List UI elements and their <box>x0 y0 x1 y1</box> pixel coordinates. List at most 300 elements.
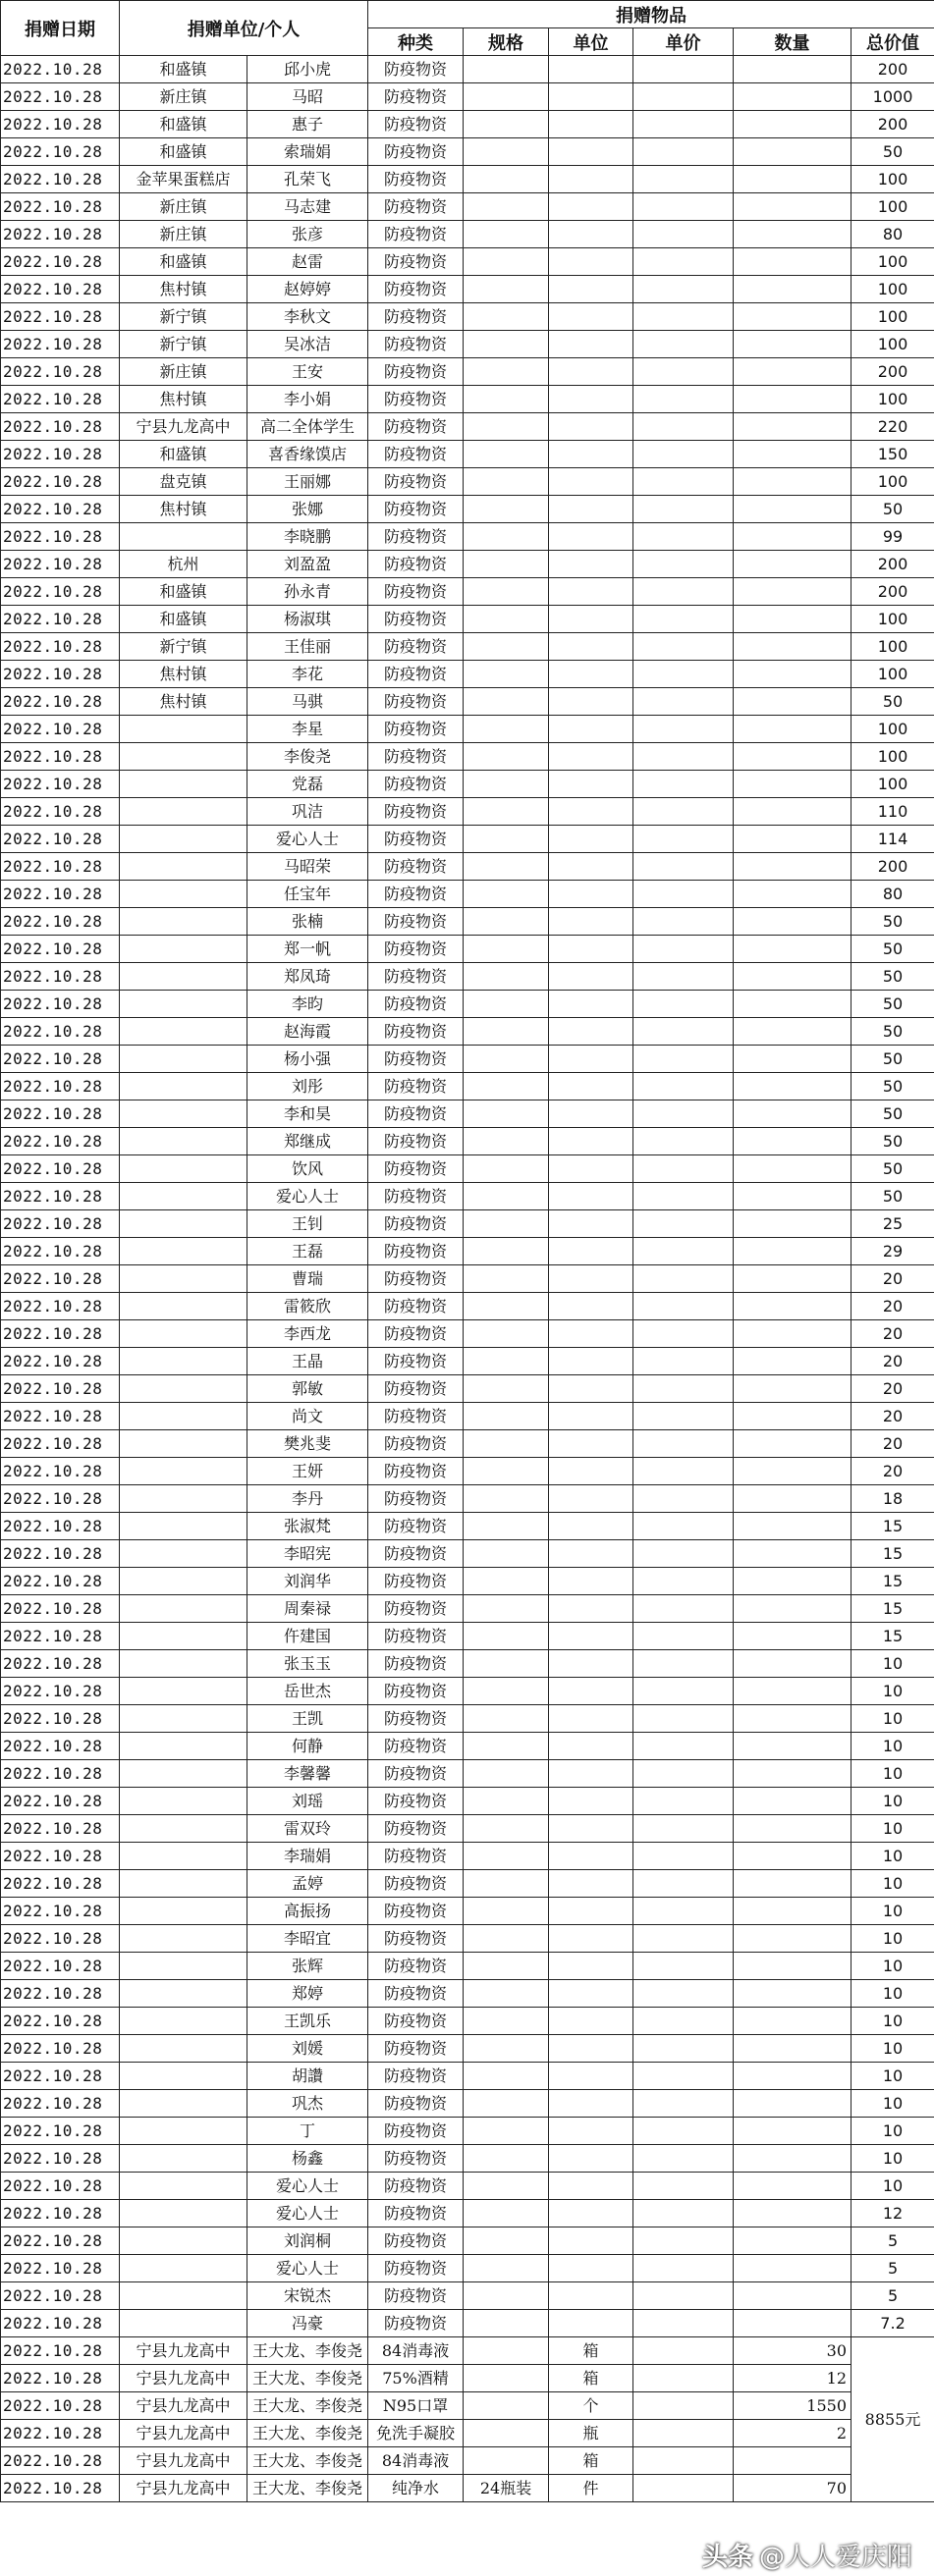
cell-person: 刘彤 <box>247 1073 368 1100</box>
cell-unit <box>120 936 247 963</box>
cell-total: 50 <box>852 936 934 963</box>
cell-total: 220 <box>852 413 934 441</box>
table-row <box>1 551 934 578</box>
cell-person: 王凯 <box>247 1705 368 1733</box>
cell-type: 防疫物资 <box>368 1898 464 1925</box>
cell-qty <box>734 1788 852 1815</box>
cell-type: 防疫物资 <box>368 138 464 166</box>
cell-unit: 杭州 <box>120 551 247 578</box>
cell-spec <box>464 688 549 716</box>
cell-qty <box>734 2447 852 2475</box>
cell-spec <box>464 2063 549 2090</box>
cell-unit <box>120 1870 247 1898</box>
cell-person: 杨小强 <box>247 1046 368 1073</box>
cell-person: 王大龙、李俊尧 <box>247 2392 368 2420</box>
table-row <box>1 1128 934 1155</box>
cell-date: 2022.10.28 <box>1 2475 120 2502</box>
cell-unit <box>120 2145 247 2173</box>
cell-date: 2022.10.28 <box>1 1953 120 1980</box>
cell-person: 刘媛 <box>247 2035 368 2063</box>
cell-type: 防疫物资 <box>368 991 464 1018</box>
cell-person: 李秋文 <box>247 303 368 331</box>
cell-spec <box>464 743 549 771</box>
cell-qty <box>734 908 852 936</box>
cell-unit-name <box>549 1046 633 1073</box>
cell-qty: 70 <box>734 2475 852 2502</box>
cell-spec <box>464 2090 549 2118</box>
table-row <box>1 2310 934 2337</box>
cell-unit <box>120 1595 247 1623</box>
cell-spec <box>464 1898 549 1925</box>
cell-unit: 宁县九龙高中 <box>120 2447 247 2475</box>
cell-person: 李西龙 <box>247 1320 368 1348</box>
cell-unit <box>120 1100 247 1128</box>
cell-date: 2022.10.28 <box>1 496 120 523</box>
cell-price <box>633 2392 734 2420</box>
cell-unit-name <box>549 221 633 248</box>
cell-spec <box>464 853 549 881</box>
cell-qty <box>734 331 852 358</box>
cell-unit: 宁县九龙高中 <box>120 413 247 441</box>
cell-unit: 和盛镇 <box>120 578 247 606</box>
cell-unit-name <box>549 1375 633 1403</box>
cell-type: 防疫物资 <box>368 221 464 248</box>
cell-qty <box>734 1458 852 1485</box>
cell-unit-name <box>549 1595 633 1623</box>
cell-price <box>633 1128 734 1155</box>
cell-qty <box>734 1128 852 1155</box>
cell-spec <box>464 1018 549 1046</box>
cell-qty <box>734 1953 852 1980</box>
cell-person: 李馨馨 <box>247 1760 368 1788</box>
cell-person: 爱心人士 <box>247 2255 368 2282</box>
cell-total: 10 <box>852 1870 934 1898</box>
cell-total: 10 <box>852 1815 934 1843</box>
cell-spec <box>464 2255 549 2282</box>
cell-type: 防疫物资 <box>368 2035 464 2063</box>
table-row <box>1 771 934 798</box>
table-row <box>1 1155 934 1183</box>
cell-person: 刘盈盈 <box>247 551 368 578</box>
cell-person: 张娜 <box>247 496 368 523</box>
cell-unit-name <box>549 56 633 83</box>
table-row <box>1 2173 934 2200</box>
cell-unit: 和盛镇 <box>120 138 247 166</box>
table-row <box>1 1980 934 2008</box>
cell-unit <box>120 2227 247 2255</box>
cell-total: 100 <box>852 248 934 276</box>
cell-date: 2022.10.28 <box>1 2365 120 2392</box>
cell-spec <box>464 2365 549 2392</box>
cell-person: 马志建 <box>247 193 368 221</box>
cell-total: 10 <box>852 1953 934 1980</box>
cell-qty: 12 <box>734 2365 852 2392</box>
cell-price <box>633 331 734 358</box>
cell-unit <box>120 1678 247 1705</box>
cell-date: 2022.10.28 <box>1 1265 120 1293</box>
cell-unit-name <box>549 2063 633 2090</box>
cell-spec <box>464 1953 549 1980</box>
cell-qty <box>734 2255 852 2282</box>
cell-type: 防疫物资 <box>368 1210 464 1238</box>
table-row <box>1 1650 934 1678</box>
cell-type: 防疫物资 <box>368 1155 464 1183</box>
cell-total: 99 <box>852 523 934 551</box>
cell-date: 2022.10.28 <box>1 1788 120 1815</box>
table-row <box>1 1100 934 1128</box>
cell-total: 5 <box>852 2255 934 2282</box>
cell-total: 50 <box>852 991 934 1018</box>
cell-price <box>633 2282 734 2310</box>
cell-type: 防疫物资 <box>368 303 464 331</box>
cell-price <box>633 386 734 413</box>
cell-unit: 和盛镇 <box>120 248 247 276</box>
cell-total: 10 <box>852 2008 934 2035</box>
table-row <box>1 1925 934 1953</box>
cell-date: 2022.10.28 <box>1 1348 120 1375</box>
cell-type: 防疫物资 <box>368 1843 464 1870</box>
table-row <box>1 1898 934 1925</box>
cell-type: 防疫物资 <box>368 2227 464 2255</box>
cell-total: 10 <box>852 1925 934 1953</box>
cell-person: 何静 <box>247 1733 368 1760</box>
cell-qty <box>734 1623 852 1650</box>
cell-unit <box>120 881 247 908</box>
cell-total: 100 <box>852 166 934 193</box>
table-row <box>1 606 934 633</box>
cell-person: 尚文 <box>247 1403 368 1430</box>
cell-type: 防疫物资 <box>368 826 464 853</box>
cell-total: 18 <box>852 1485 934 1513</box>
cell-group-total: 8855元 <box>852 2337 934 2502</box>
cell-price <box>633 1293 734 1320</box>
header-total: 总价值 <box>852 28 934 56</box>
cell-date: 2022.10.28 <box>1 688 120 716</box>
table-row <box>1 798 934 826</box>
cell-total: 100 <box>852 771 934 798</box>
cell-spec <box>464 633 549 661</box>
cell-price <box>633 991 734 1018</box>
cell-total: 10 <box>852 1843 934 1870</box>
cell-qty <box>734 2090 852 2118</box>
cell-unit: 和盛镇 <box>120 56 247 83</box>
cell-unit <box>120 1540 247 1568</box>
cell-unit-name <box>549 83 633 111</box>
cell-person: 李昭宜 <box>247 1925 368 1953</box>
cell-unit-name <box>549 2310 633 2337</box>
cell-unit-name <box>549 1430 633 1458</box>
cell-total: 50 <box>852 908 934 936</box>
cell-date: 2022.10.28 <box>1 991 120 1018</box>
cell-total: 20 <box>852 1320 934 1348</box>
cell-total: 200 <box>852 111 934 138</box>
cell-price <box>633 1870 734 1898</box>
table-row <box>1 743 934 771</box>
table-row <box>1 1815 934 1843</box>
table-row <box>1 2255 934 2282</box>
cell-unit-name <box>549 991 633 1018</box>
cell-price <box>633 276 734 303</box>
cell-total: 100 <box>852 661 934 688</box>
cell-qty <box>734 1265 852 1293</box>
table-row <box>1 1595 934 1623</box>
cell-date: 2022.10.28 <box>1 1595 120 1623</box>
cell-price <box>633 826 734 853</box>
header-donor: 捐赠单位/个人 <box>120 1 368 56</box>
cell-type: 防疫物资 <box>368 2145 464 2173</box>
cell-total: 50 <box>852 963 934 991</box>
cell-spec <box>464 2173 549 2200</box>
cell-price <box>633 1815 734 1843</box>
cell-price <box>633 2118 734 2145</box>
table-row <box>1 1430 934 1458</box>
cell-date: 2022.10.28 <box>1 1210 120 1238</box>
cell-unit-name <box>549 166 633 193</box>
cell-unit <box>120 716 247 743</box>
cell-unit-name <box>549 2035 633 2063</box>
cell-price <box>633 633 734 661</box>
cell-person: 李晓鹏 <box>247 523 368 551</box>
table-row <box>1 193 934 221</box>
cell-date: 2022.10.28 <box>1 633 120 661</box>
table-row <box>1 853 934 881</box>
cell-qty <box>734 853 852 881</box>
cell-person: 任宝年 <box>247 881 368 908</box>
cell-person: 李瑞娟 <box>247 1843 368 1870</box>
cell-unit <box>120 1733 247 1760</box>
table-row <box>1 1760 934 1788</box>
table-row <box>1 826 934 853</box>
cell-type: 防疫物资 <box>368 853 464 881</box>
cell-type: 防疫物资 <box>368 551 464 578</box>
cell-qty <box>734 633 852 661</box>
cell-unit: 新庄镇 <box>120 193 247 221</box>
cell-date: 2022.10.28 <box>1 1293 120 1320</box>
cell-date: 2022.10.28 <box>1 1183 120 1210</box>
cell-date: 2022.10.28 <box>1 386 120 413</box>
cell-qty <box>734 1760 852 1788</box>
cell-person: 王凯乐 <box>247 2008 368 2035</box>
cell-unit-name <box>549 1898 633 1925</box>
cell-qty <box>734 1678 852 1705</box>
cell-date: 2022.10.28 <box>1 1238 120 1265</box>
cell-spec <box>464 248 549 276</box>
cell-unit: 宁县九龙高中 <box>120 2475 247 2502</box>
cell-person: 张彦 <box>247 221 368 248</box>
cell-unit-name <box>549 716 633 743</box>
cell-date: 2022.10.28 <box>1 138 120 166</box>
table-row <box>1 1046 934 1073</box>
cell-unit <box>120 1293 247 1320</box>
cell-unit <box>120 908 247 936</box>
cell-total: 20 <box>852 1458 934 1485</box>
cell-qty: 1550 <box>734 2392 852 2420</box>
cell-date: 2022.10.28 <box>1 1155 120 1183</box>
cell-type: 防疫物资 <box>368 771 464 798</box>
cell-price <box>633 2420 734 2447</box>
table-row <box>1 1953 934 1980</box>
cell-price <box>633 2200 734 2227</box>
cell-person: 雷筱欣 <box>247 1293 368 1320</box>
cell-spec <box>464 1100 549 1128</box>
table-row <box>1 2063 934 2090</box>
cell-type: 防疫物资 <box>368 1348 464 1375</box>
cell-date: 2022.10.28 <box>1 2035 120 2063</box>
cell-total: 100 <box>852 468 934 496</box>
cell-person: 王大龙、李俊尧 <box>247 2337 368 2365</box>
header-items: 捐赠物品 <box>368 1 934 28</box>
cell-type: 防疫物资 <box>368 1320 464 1348</box>
table-row <box>1 111 934 138</box>
cell-total: 80 <box>852 221 934 248</box>
cell-type: 防疫物资 <box>368 1073 464 1100</box>
cell-person: 马骐 <box>247 688 368 716</box>
cell-spec <box>464 1485 549 1513</box>
cell-price <box>633 1925 734 1953</box>
cell-person: 索瑞娟 <box>247 138 368 166</box>
cell-qty <box>734 441 852 468</box>
cell-qty <box>734 1348 852 1375</box>
cell-total: 10 <box>852 1980 934 2008</box>
cell-spec <box>464 441 549 468</box>
cell-spec <box>464 386 549 413</box>
cell-person: 胡讚 <box>247 2063 368 2090</box>
cell-price <box>633 468 734 496</box>
cell-spec <box>464 908 549 936</box>
cell-qty <box>734 276 852 303</box>
cell-person: 李昀 <box>247 991 368 1018</box>
cell-price <box>633 248 734 276</box>
cell-person: 惠子 <box>247 111 368 138</box>
cell-qty <box>734 2063 852 2090</box>
cell-unit-name: 箱 <box>549 2447 633 2475</box>
cell-spec <box>464 303 549 331</box>
cell-date: 2022.10.28 <box>1 1320 120 1348</box>
cell-unit <box>120 1568 247 1595</box>
cell-unit <box>120 1430 247 1458</box>
cell-date: 2022.10.28 <box>1 1046 120 1073</box>
cell-person: 饮风 <box>247 1155 368 1183</box>
cell-price <box>633 1155 734 1183</box>
cell-qty <box>734 1320 852 1348</box>
cell-unit-name <box>549 2008 633 2035</box>
table-row <box>1 276 934 303</box>
table-row <box>1 688 934 716</box>
cell-total: 25 <box>852 1210 934 1238</box>
cell-unit <box>120 1485 247 1513</box>
cell-type: 防疫物资 <box>368 1925 464 1953</box>
cell-unit-name <box>549 1843 633 1870</box>
cell-price <box>633 2145 734 2173</box>
table-row <box>1 441 934 468</box>
cell-spec: 24瓶装 <box>464 2475 549 2502</box>
cell-unit <box>120 1705 247 1733</box>
table-row <box>1 716 934 743</box>
cell-unit-name <box>549 358 633 386</box>
cell-person: 王安 <box>247 358 368 386</box>
cell-spec <box>464 83 549 111</box>
cell-type: 防疫物资 <box>368 798 464 826</box>
cell-unit <box>120 1623 247 1650</box>
cell-type: 防疫物资 <box>368 2118 464 2145</box>
cell-spec <box>464 221 549 248</box>
cell-unit-name <box>549 441 633 468</box>
cell-spec <box>464 2310 549 2337</box>
cell-total: 15 <box>852 1513 934 1540</box>
table-row <box>1 661 934 688</box>
cell-type: 防疫物资 <box>368 1128 464 1155</box>
cell-price <box>633 221 734 248</box>
cell-person: 爱心人士 <box>247 2173 368 2200</box>
cell-spec <box>464 1980 549 2008</box>
cell-qty <box>734 2035 852 2063</box>
cell-person: 爱心人士 <box>247 826 368 853</box>
cell-type: 防疫物资 <box>368 2282 464 2310</box>
cell-unit-name <box>549 1320 633 1348</box>
cell-unit <box>120 2035 247 2063</box>
cell-unit-name <box>549 1100 633 1128</box>
cell-unit-name: 瓶 <box>549 2420 633 2447</box>
table-row <box>1 83 934 111</box>
cell-spec <box>464 193 549 221</box>
cell-spec <box>464 1046 549 1073</box>
cell-qty <box>734 523 852 551</box>
cell-qty <box>734 248 852 276</box>
cell-price <box>633 2310 734 2337</box>
cell-qty <box>734 1980 852 2008</box>
cell-unit <box>120 1898 247 1925</box>
cell-price <box>633 1458 734 1485</box>
cell-price <box>633 1100 734 1128</box>
cell-total: 50 <box>852 1046 934 1073</box>
cell-date: 2022.10.28 <box>1 1815 120 1843</box>
cell-total: 50 <box>852 1155 934 1183</box>
cell-type: 防疫物资 <box>368 1046 464 1073</box>
table-row <box>1 1513 934 1540</box>
cell-total: 1000 <box>852 83 934 111</box>
cell-spec <box>464 111 549 138</box>
cell-person: 刘瑶 <box>247 1788 368 1815</box>
cell-unit-name <box>549 496 633 523</box>
cell-person: 刘润华 <box>247 1568 368 1595</box>
cell-spec <box>464 661 549 688</box>
table-row <box>1 1348 934 1375</box>
cell-price <box>633 1540 734 1568</box>
cell-price <box>633 303 734 331</box>
cell-qty <box>734 413 852 441</box>
cell-date: 2022.10.28 <box>1 2063 120 2090</box>
cell-unit: 和盛镇 <box>120 441 247 468</box>
watermark-source: 头条 <box>701 2543 753 2572</box>
cell-unit-name <box>549 276 633 303</box>
cell-date: 2022.10.28 <box>1 2282 120 2310</box>
cell-person: 孟婷 <box>247 1870 368 1898</box>
cell-unit <box>120 1925 247 1953</box>
cell-price <box>633 2173 734 2200</box>
cell-price <box>633 688 734 716</box>
cell-spec <box>464 2337 549 2365</box>
cell-unit-name <box>549 1705 633 1733</box>
table-row <box>1 1788 934 1815</box>
cell-qty <box>734 2118 852 2145</box>
cell-qty <box>734 1155 852 1183</box>
cell-unit-name <box>549 138 633 166</box>
cell-unit-name <box>549 1265 633 1293</box>
cell-person: 王大龙、李俊尧 <box>247 2447 368 2475</box>
cell-unit: 宁县九龙高中 <box>120 2365 247 2392</box>
cell-price <box>633 2090 734 2118</box>
table-row <box>1 1320 934 1348</box>
